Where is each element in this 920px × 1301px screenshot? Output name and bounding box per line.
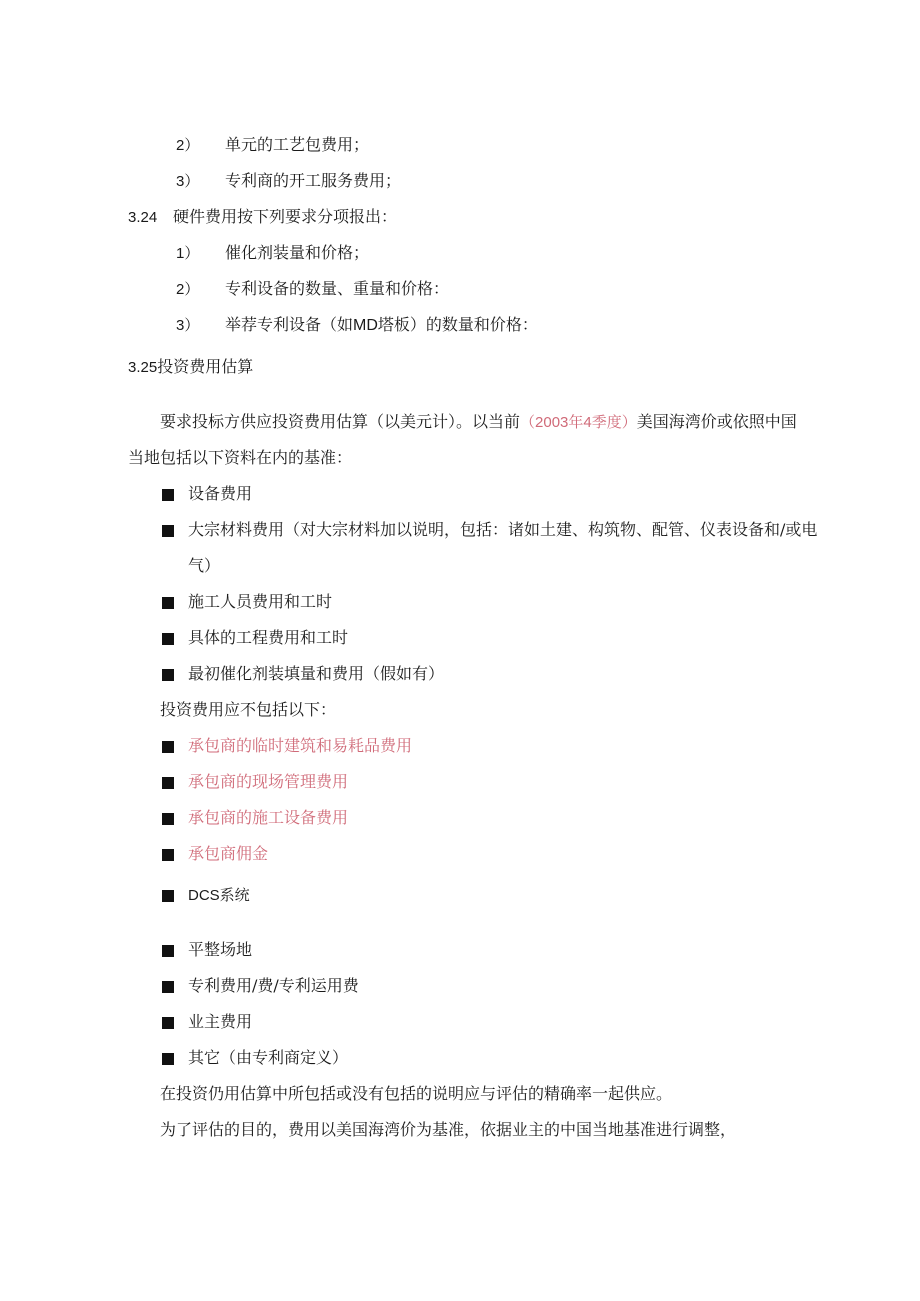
list-item: 承包商的临时建筑和易耗品费用 [188,736,413,755]
list-item: 设备费用 [188,484,253,503]
bullet-square-icon [162,1053,174,1065]
list-item-text-pre: 举荐专利设备（如 [225,315,354,334]
intro-post: 美国海湾价或依照中国 [636,412,797,431]
list-item: 催化剂装量和价格； [225,243,370,262]
list-item [225,315,538,336]
intro-line-1 [160,412,797,433]
list-item: 其它（由专利商定义） [188,1048,349,1067]
list-number: 2） [176,137,200,154]
list-item-text-mid: MD [353,317,378,334]
bullet-square-icon [162,890,174,902]
section-number: 3.25 [128,359,158,376]
list-item: 专利费用/费/专利运用费 [188,976,359,995]
list-number: 1） [176,245,200,262]
list-number: 3） [176,317,200,334]
bullet-square-icon [162,741,174,753]
list-item: 施工人员费用和工时 [188,592,333,611]
list-item: DCS系统 [188,887,250,904]
list-item: 承包商的施工设备费用 [188,808,349,827]
list-item: 大宗材料费用（对大宗材料加以说明，包括：诸如土建、构筑物、配管、仪表设备和/或电 [188,520,818,539]
list-item: 承包商佣金 [188,844,269,863]
list-item: 业主费用 [188,1012,253,1031]
bullet-square-icon [162,597,174,609]
bullet-square-icon [162,813,174,825]
list-item-continuation: 气） [188,556,221,575]
section-title: 投资费用估算 [157,357,254,376]
list-number: 2） [176,281,200,298]
bullet-square-icon [162,777,174,789]
list-item: 专利商的开工服务费用； [225,171,402,190]
list-item: 平整场地 [188,940,253,959]
intro-pre: 要求投标方供应投资费用估算（以美元计）。以当前 [160,412,521,431]
bullet-square-icon [162,945,174,957]
bullet-square-icon [162,633,174,645]
closing-paragraph: 为了评估的目的，费用以美国海湾价为基准，依据业主的中国当地基准进行调整， [160,1120,737,1139]
list-item: 具体的工程费用和工时 [188,628,349,647]
bullet-square-icon [162,1017,174,1029]
closing-paragraph: 在投资仍用估算中所包括或没有包括的说明应与评估的精确率一起供应。 [160,1084,673,1103]
list-item-text-post: 塔板）的数量和价格： [377,315,538,334]
list-number: 3） [176,173,200,190]
section-number: 3.24 [128,209,158,226]
section-heading [128,357,253,378]
bullet-square-icon [162,489,174,501]
excluded-heading: 投资费用应不包括以下： [160,700,337,719]
bullet-square-icon [162,525,174,537]
section-heading: 硬件费用按下列要求分项报出： [173,207,398,226]
bullet-square-icon [162,849,174,861]
list-item: 单元的工艺包费用； [225,135,370,154]
intro-line-2: 当地包括以下资料在内的基准： [128,448,353,467]
intro-highlight: （2003年4季度） [520,414,637,431]
bullet-square-icon [162,669,174,681]
list-item: 最初催化剂装填量和费用（假如有） [188,664,445,683]
list-item: 承包商的现场管理费用 [188,772,349,791]
bullet-square-icon [162,981,174,993]
list-item: 专利设备的数量、重量和价格： [225,279,450,298]
